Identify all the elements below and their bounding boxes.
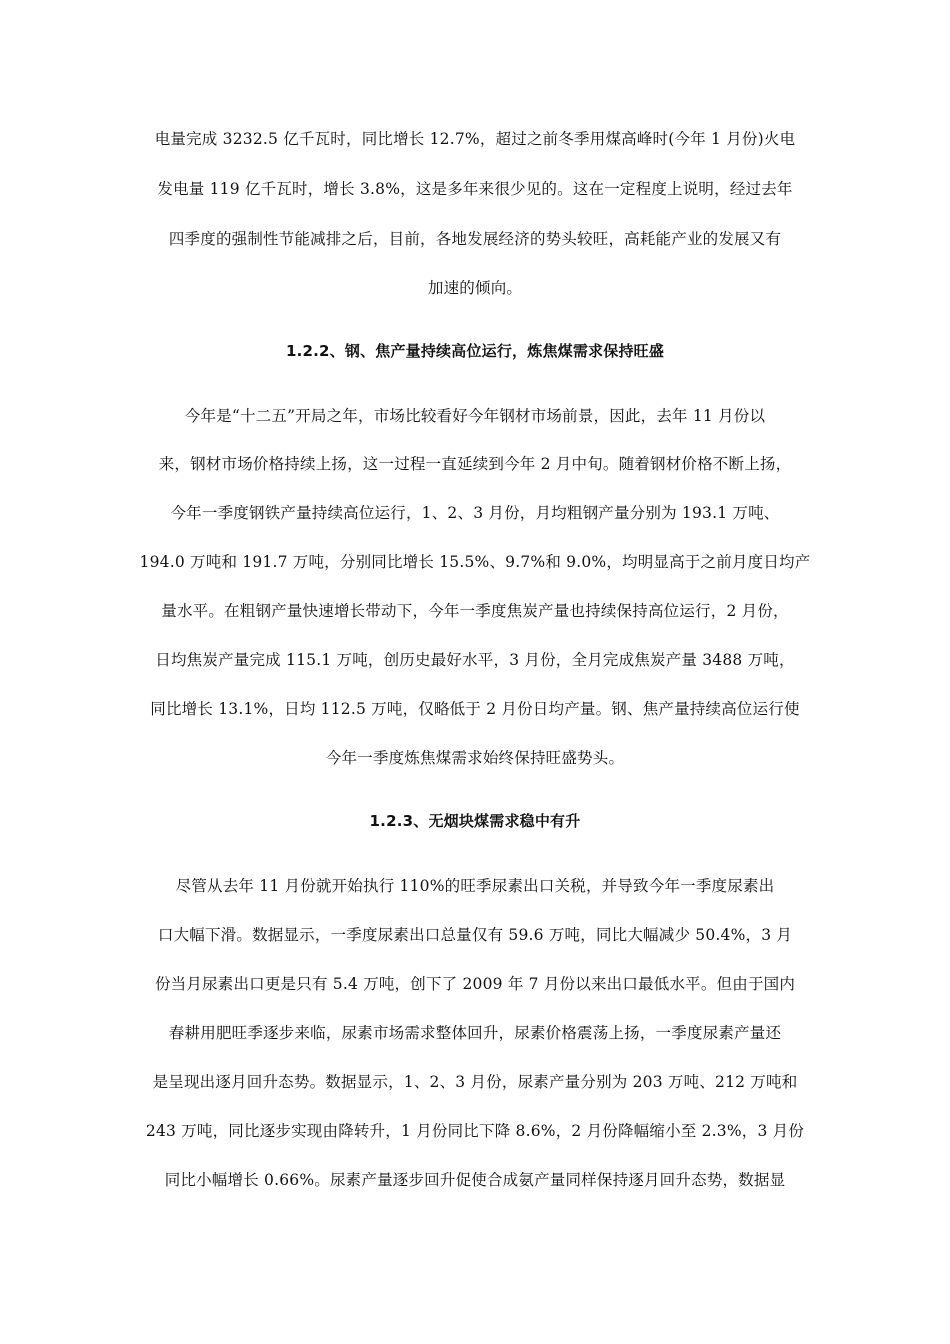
- section-1-2-3-line-6: 243 万吨，同比逐步实现由降转升，1 月份同比下降 8.6%，2 月份降幅缩小至 2.3%，3 月份: [145, 1122, 805, 1140]
- section-1-2-2-line-5: 量水平。在粗钢产量快速增长带动下，今年一季度焦炭产量也持续保持高位运行，2 月份，: [161, 602, 789, 620]
- section-1-2-3-line-1: 尽管从去年 11 月份就开始执行 110%的旺季尿素出口关税，并导致今年一季度尿素出: [175, 877, 775, 895]
- paragraph-1-line-3: 四季度的强制性节能减排之后，目前，各地发展经济的势头较旺，高耗能产业的发展又有: [168, 230, 782, 248]
- section-1-2-2-line-3: 今年一季度钢铁产量持续高位运行，1、2、3 月份，月均粗钢产量分别为 193.1 万吨、: [170, 504, 780, 522]
- section-1-2-2-line-7: 同比增长 13.1%，日均 112.5 万吨，仅略低于 2 月份日均产量。钢、焦产量持续高位运行使: [150, 700, 800, 718]
- paragraph-1-line-4: 加速的倾向。: [427, 279, 523, 297]
- paragraph-1-line-2: 发电量 119 亿千瓦时，增长 3.8%，这是多年来很少见的。这在一定程度上说明，经过去年: [157, 180, 793, 198]
- section-1-2-3-line-3: 份当月尿素出口更是只有 5.4 万吨，创下了 2009 年 7 月份以来出口最低水平。但由于国内: [154, 975, 796, 993]
- section-1-2-2-line-4: 194.0 万吨和 191.7 万吨，分别同比增长 15.5%、9.7%和 9.0%，均明显高于之前月度日均产: [139, 553, 811, 571]
- section-1-2-3-line-7: 同比小幅增长 0.66%。尿素产量逐步回升促使合成氨产量同样保持逐月回升态势，数据显: [164, 1171, 786, 1189]
- section-1-2-2-line-6: 日均焦炭产量完成 115.1 万吨，创历史最好水平，3 月份，全月完成焦炭产量 3488 万吨，: [155, 651, 795, 669]
- section-1-2-3-line-2: 口大幅下滑。数据显示，一季度尿素出口总量仅有 59.6 万吨，同比大幅减少 50.4%，3 月: [157, 926, 793, 944]
- section-1-2-2-line-1: 今年是“十二五”开局之年，市场比较看好今年钢材市场前景，因此，去年 11 月份以: [184, 407, 766, 425]
- section-heading-1-2-3: 1.2.3、无烟块煤需求稳中有升: [369, 812, 581, 830]
- paragraph-1-line-1: 电量完成 3232.5 亿千瓦时，同比增长 12.7%，超过之前冬季用煤高峰时(今年 1 月份)火电: [154, 130, 796, 148]
- section-heading-1-2-2: 1.2.2、钢、焦产量持续高位运行，炼焦煤需求保持旺盛: [285, 342, 665, 360]
- section-1-2-2-line-2: 来，钢材市场价格持续上扬，这一过程一直延续到今年 2 月中旬。随着钢材价格不断上扬，: [158, 455, 792, 473]
- section-1-2-3-line-5: 是呈现出逐月回升态势。数据显示，1、2、3 月份，尿素产量分别为 203 万吨、212 万吨和: [152, 1073, 798, 1091]
- section-1-2-2-line-8: 今年一季度炼焦煤需求始终保持旺盛势头。: [325, 749, 625, 767]
- section-1-2-3-line-4: 春耕用肥旺季逐步来临，尿素市场需求整体回升，尿素价格震荡上扬，一季度尿素产量还: [168, 1024, 782, 1042]
